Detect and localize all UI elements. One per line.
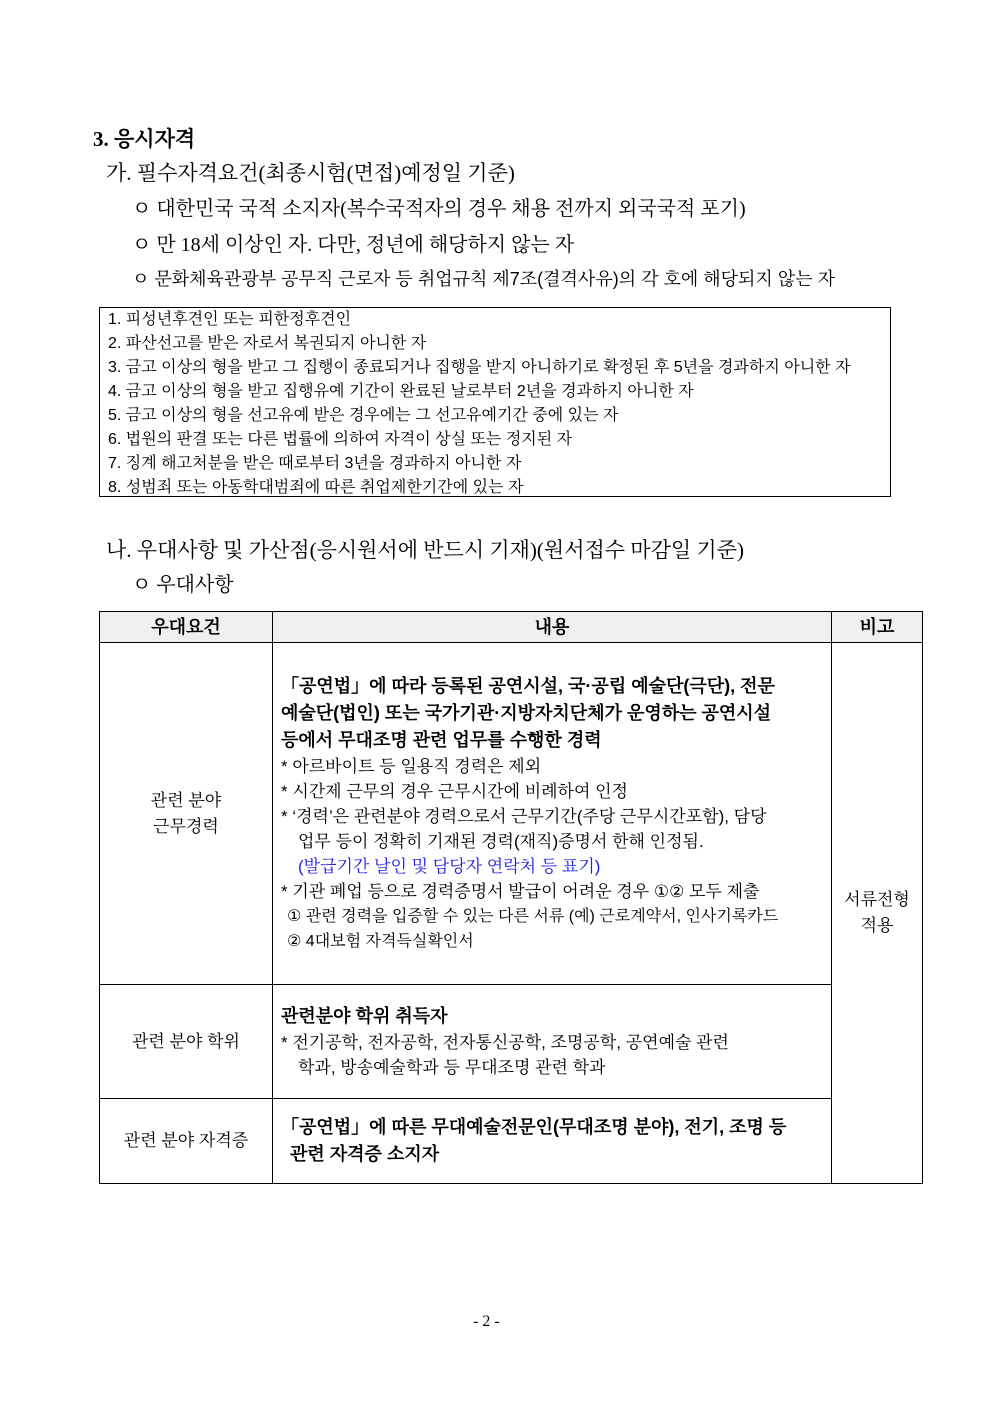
remark-cell bbox=[832, 643, 923, 1184]
requirement-label: 관련 분야 bbox=[150, 790, 222, 810]
content-cell bbox=[273, 1099, 832, 1184]
content-note-blue: (발급기간 날인 및 담당자 연락처 등 표기) bbox=[298, 857, 601, 876]
bullet: ㅇ 문화체육관광부 공무직 근로자 등 취업규칙 제7조(결격사유)의 각 호에 해당되지 않는 자 bbox=[132, 269, 835, 289]
content-note: * 시간제 근무의 경우 근무시간에 비례하여 인정 bbox=[281, 782, 628, 801]
content-bold: 관련분야 학위 취득자 bbox=[281, 1006, 448, 1026]
content-note: * 전기공학, 전자공학, 전자통신공학, 조명공학, 공연예술 관련 bbox=[281, 1033, 729, 1052]
list-item: 8. 성범죄 또는 아동학대범죄에 따른 취업제한기간에 있는 자 bbox=[108, 479, 524, 496]
list-item: 7. 징계 해고처분을 받은 때로부터 3년을 경과하지 아니한 자 bbox=[108, 455, 522, 472]
requirement-label: 관련 분야 학위 bbox=[132, 1031, 240, 1051]
content-note: 업무 등이 정확히 기재된 경력(재직)증명서 한해 인정됨. bbox=[298, 832, 704, 851]
content-cell bbox=[273, 643, 832, 985]
content-bold: 예술단(법인) 또는 국가기관·지방자치단체가 운영하는 공연시설 bbox=[281, 703, 772, 723]
content-subitem: ① 관련 경력을 입증할 수 있는 다른 서류 (예) 근로계약서, 인사기록카드 bbox=[287, 908, 779, 925]
table-row bbox=[100, 985, 923, 1099]
list-item: 2. 파산선고를 받은 자로서 복권되지 아니한 자 bbox=[108, 335, 427, 352]
content-note: 학과, 방송예술학과 등 무대조명 관련 학과 bbox=[298, 1058, 606, 1077]
content-note: * 기관 폐업 등으로 경력증명서 발급이 어려운 경우 ①② 모두 제출 bbox=[281, 882, 760, 901]
preference-table bbox=[99, 611, 923, 1184]
list-item: 6. 법원의 판결 또는 다른 법률에 의하여 자격이 상실 또는 정지된 자 bbox=[108, 431, 573, 448]
content-bold: 관련 자격증 소지자 bbox=[290, 1144, 440, 1164]
content-bold: 등에서 무대조명 관련 업무를 수행한 경력 bbox=[281, 730, 602, 750]
requirement-label: 관련 분야 자격증 bbox=[123, 1131, 249, 1150]
disqualification-box bbox=[99, 307, 891, 497]
table-row bbox=[100, 1099, 923, 1184]
content-cell bbox=[273, 985, 832, 1099]
requirement-cell bbox=[100, 985, 273, 1099]
bullet: ㅇ 만 18세 이상인 자. 다만, 정년에 해당하지 않는 자 bbox=[132, 234, 575, 256]
subsection-b-title: 나. 우대사항 및 가산점(응시원서에 반드시 기재)(원서접수 마감일 기준) bbox=[106, 538, 744, 562]
page-number: - 2 - bbox=[473, 1313, 500, 1330]
header-requirement: 우대요건 bbox=[100, 612, 273, 643]
header-remark: 비고 bbox=[832, 612, 923, 643]
list-item: 1. 피성년후견인 또는 피한정후견인 bbox=[108, 311, 352, 328]
subsection-a-title: 가. 필수자격요건(최종시험(면접)예정일 기준) bbox=[106, 161, 515, 185]
list-item: 3. 금고 이상의 형을 받고 그 집행이 종료되거나 집행을 받지 아니하기로 확정된 후 5년을 경과하지 아니한 자 bbox=[108, 359, 851, 376]
content-note: * ‘경력’은 관련분야 경력으로서 근무기간(주당 근무시간포함), 담당 bbox=[281, 807, 767, 826]
content-bold: 「공연법」에 따라 등록된 공연시설, 국·공립 예술단(극단), 전문 bbox=[281, 676, 775, 696]
bullet: ㅇ 대한민국 국적 소지자(복수국적자의 경우 채용 전까지 외국국적 포기) bbox=[132, 198, 746, 220]
header-content: 내용 bbox=[273, 612, 832, 643]
section-title: 3. 응시자격 bbox=[93, 127, 196, 151]
remark-text: 적용 bbox=[860, 916, 894, 935]
requirement-label: 근무경력 bbox=[153, 816, 219, 836]
requirement-cell bbox=[100, 1099, 273, 1184]
content-bold: 「공연법」에 따른 무대예술전문인(무대조명 분야), 전기, 조명 등 bbox=[281, 1117, 787, 1137]
content-note: * 아르바이트 등 일용직 경력은 제외 bbox=[281, 757, 542, 776]
content-subitem: ② 4대보험 자격득실확인서 bbox=[287, 933, 474, 950]
list-item: 4. 금고 이상의 형을 받고 집행유예 기간이 완료된 날로부터 2년을 경과하지 아니한 자 bbox=[108, 383, 694, 400]
remark-text: 서류전형 bbox=[844, 890, 910, 909]
table-row bbox=[100, 643, 923, 985]
table-header bbox=[100, 612, 923, 643]
bullet: ㅇ 우대사항 bbox=[132, 574, 234, 596]
list-item: 5. 금고 이상의 형을 선고유예 받은 경우에는 그 선고유예기간 중에 있는 자 bbox=[108, 407, 619, 424]
requirement-cell bbox=[100, 643, 273, 985]
